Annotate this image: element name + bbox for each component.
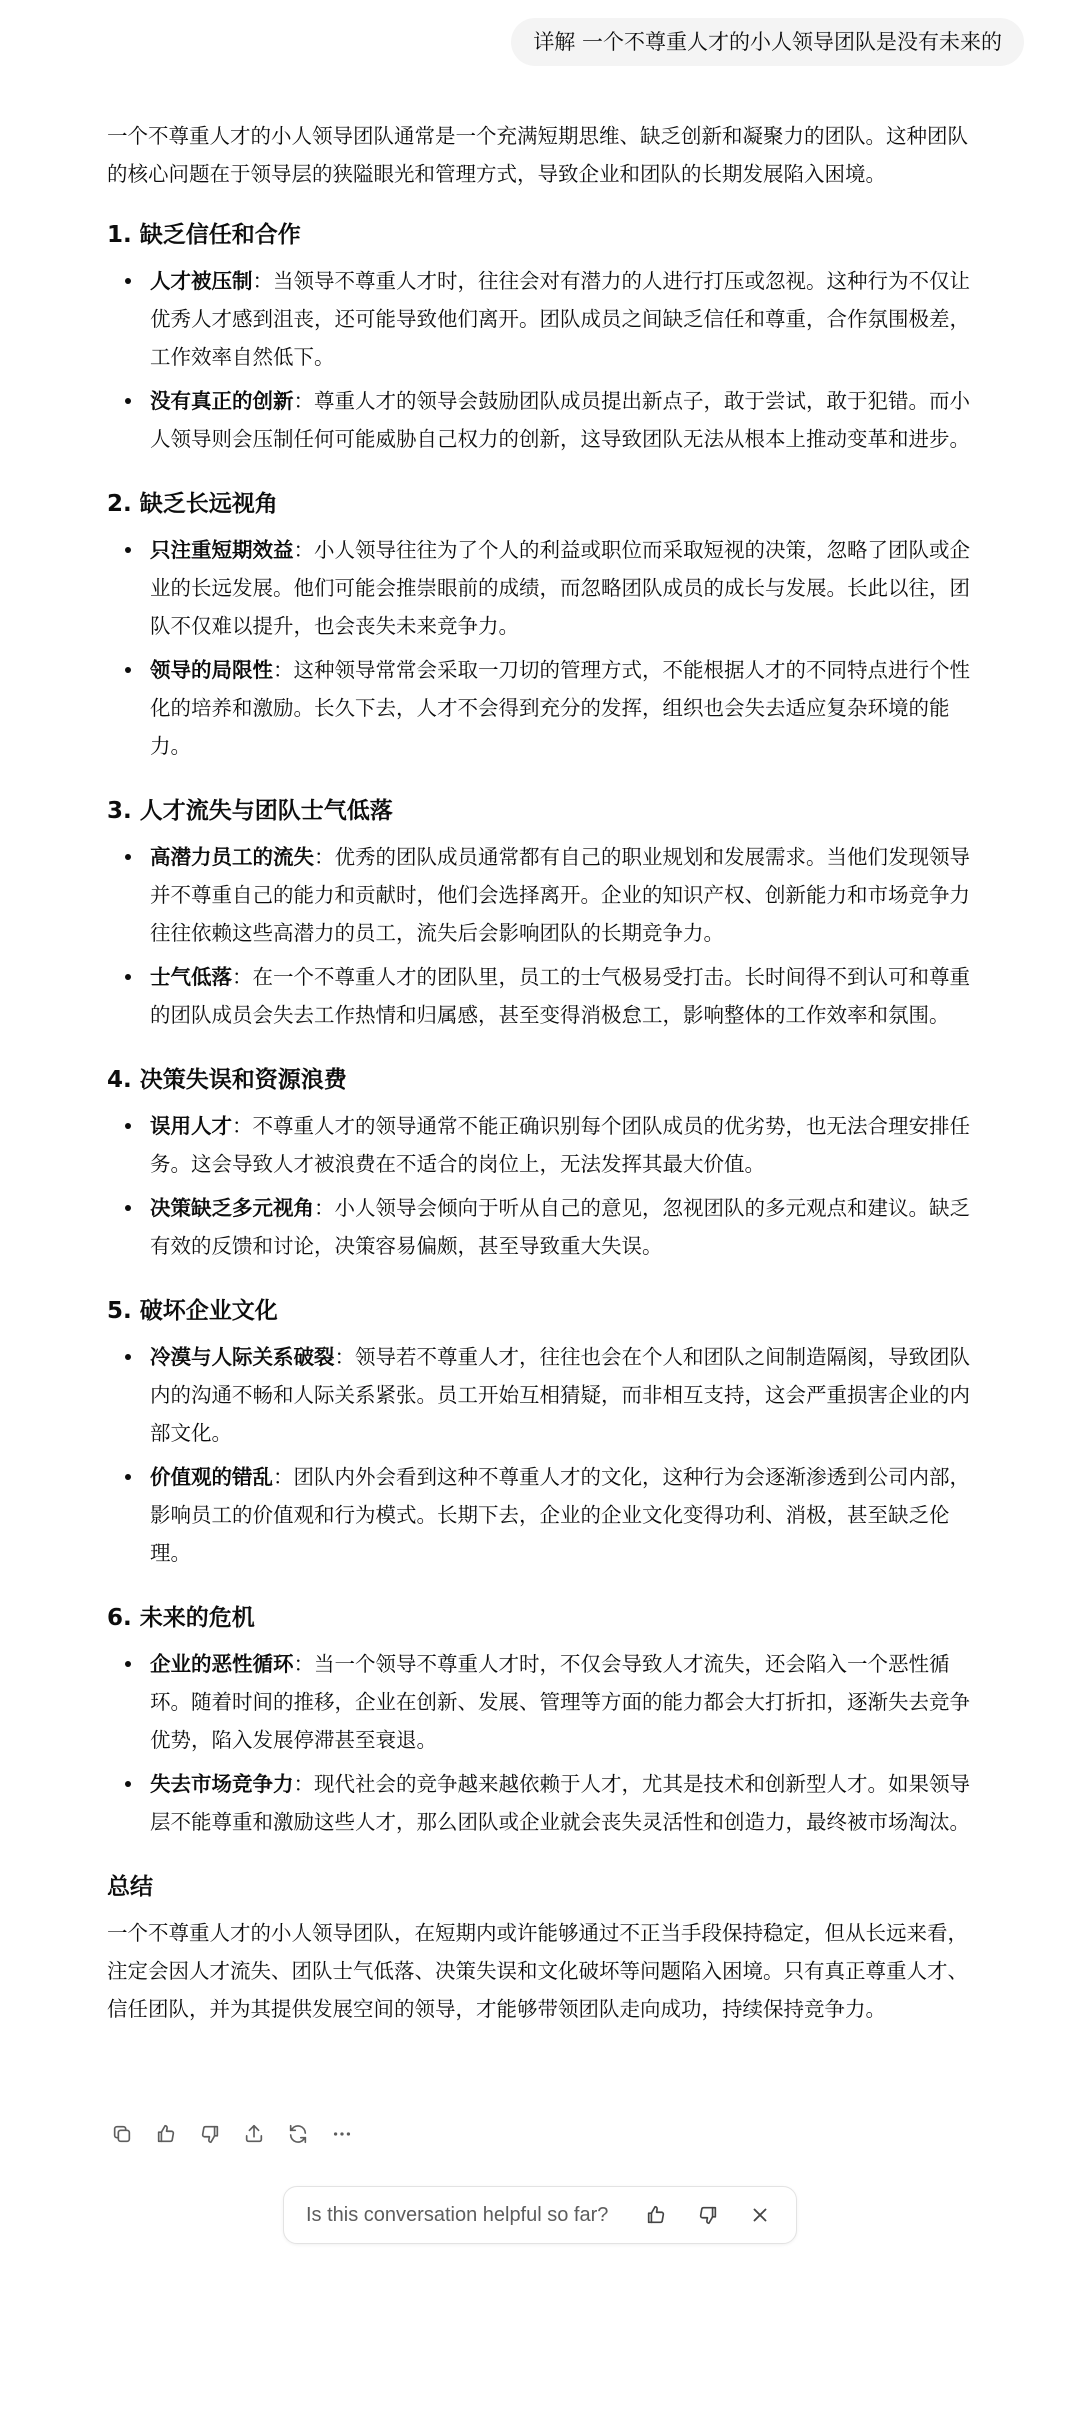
item-title: 高潜力员工的流失	[150, 845, 314, 869]
feedback-thumbs-down-button[interactable]	[690, 2197, 726, 2233]
section-heading: 1. 缺乏信任和合作	[107, 222, 301, 248]
feedback-thumbs-up-button[interactable]	[638, 2197, 674, 2233]
thumbs-down-button[interactable]	[195, 2119, 225, 2149]
copy-button[interactable]	[107, 2119, 137, 2149]
more-icon	[331, 2123, 353, 2145]
refresh-icon	[287, 2123, 309, 2145]
item-text: ：当领导不尊重人才时，往往会对有潜力的人进行打压或忽视。这种行为不仅让优秀人才感到沮丧，还可能导致他们离开。团队成员之间缺乏信任和尊重，合作氛围极差，工作效率自然低下。	[150, 269, 970, 369]
item-title: 误用人才	[150, 1114, 232, 1138]
item-title: 决策缺乏多元视角	[150, 1196, 314, 1220]
assistant-response	[107, 117, 977, 2028]
item-text: ：小人领导会倾向于听从自己的意见，忽视团队的多元观点和建议。缺乏有效的反馈和讨论，决策容易偏颇，甚至导致重大失误。	[150, 1196, 970, 1258]
item-title: 士气低落	[150, 965, 232, 989]
copy-icon	[111, 2123, 133, 2145]
item-title: 冷漠与人际关系破裂	[150, 1345, 335, 1369]
section-heading: 5. 破坏企业文化	[107, 1298, 278, 1324]
item-title: 价值观的错乱	[150, 1465, 273, 1489]
regenerate-button[interactable]	[283, 2119, 313, 2149]
section-heading: 2. 缺乏长远视角	[107, 491, 278, 517]
summary-heading: 总结	[107, 1874, 153, 1900]
list-item	[150, 651, 977, 765]
item-text: ：领导若不尊重人才，往往也会在个人和团队之间制造隔阂，导致团队内的沟通不畅和人际关系紧张。员工开始互相猜疑，而非相互支持，这会严重损害企业的内部文化。	[150, 1345, 970, 1445]
feedback-prompt	[283, 2186, 797, 2244]
intro-paragraph: 一个不尊重人才的小人领导团队通常是一个充满短期思维、缺乏创新和凝聚力的团队。这种团队的核心问题在于领导层的狭隘眼光和管理方式，导致企业和团队的长期发展陷入困境。	[107, 124, 968, 186]
item-text: ：这种领导常常会采取一刀切的管理方式，不能根据人才的不同特点进行个性化的培养和激励。长久下去，人才不会得到充分的发挥，组织也会失去适应复杂环境的能力。	[150, 658, 970, 758]
item-text: ：团队内外会看到这种不尊重人才的文化，这种行为会逐渐渗透到公司内部，影响员工的价值观和行为模式。长期下去，企业的企业文化变得功利、消极，甚至缺乏伦理。	[150, 1465, 970, 1565]
more-button[interactable]	[327, 2119, 357, 2149]
feedback-text: Is this conversation helpful so far?	[306, 2203, 609, 2226]
section-list	[107, 1338, 977, 1572]
thumbs-down-icon	[697, 2204, 719, 2226]
list-item	[150, 531, 977, 645]
close-icon	[749, 2204, 771, 2226]
thumbs-up-icon	[155, 2123, 177, 2145]
list-item	[150, 1645, 977, 1759]
list-item	[150, 1338, 977, 1452]
section-heading: 3. 人才流失与团队士气低落	[107, 798, 393, 824]
item-text: ：现代社会的竞争越来越依赖于人才，尤其是技术和创新型人才。如果领导层不能尊重和激励这些人才，那么团队或企业就会丧失灵活性和创造力，最终被市场淘汰。	[150, 1772, 970, 1834]
message-action-bar	[107, 2119, 357, 2155]
list-item	[150, 838, 977, 952]
list-item	[150, 958, 977, 1034]
share-button[interactable]	[239, 2119, 269, 2149]
summary-paragraph: 一个不尊重人才的小人领导团队，在短期内或许能够通过不正当手段保持稳定，但从长远来看，注定会因人才流失、团队士气低落、决策失误和文化破坏等问题陷入困境。只有真正尊重人才、信任团队，并为其提供发展空间的领导，才能够带领团队走向成功，持续保持竞争力。	[107, 1921, 968, 2021]
section-heading: 6. 未来的危机	[107, 1605, 255, 1631]
thumbs-down-icon	[199, 2123, 221, 2145]
item-title: 失去市场竞争力	[150, 1772, 294, 1796]
list-item	[150, 262, 977, 376]
item-text: ：在一个不尊重人才的团队里，员工的士气极易受打击。长时间得不到认可和尊重的团队成员会失去工作热情和归属感，甚至变得消极怠工，影响整体的工作效率和氛围。	[150, 965, 970, 1027]
section-list	[107, 262, 977, 458]
item-title: 领导的局限性	[150, 658, 273, 682]
item-text: ：当一个领导不尊重人才时，不仅会导致人才流失，还会陷入一个恶性循环。随着时间的推移，企业在创新、发展、管理等方面的能力都会大打折扣，逐渐失去竞争优势，陷入发展停滞甚至衰退。	[150, 1652, 970, 1752]
list-item	[150, 1107, 977, 1183]
section-list	[107, 838, 977, 1034]
item-title: 没有真正的创新	[150, 389, 294, 413]
user-message-bubble: 详解 一个不尊重人才的小人领导团队是没有未来的	[511, 18, 1024, 66]
section-heading: 4. 决策失误和资源浪费	[107, 1067, 347, 1093]
section-list	[107, 1107, 977, 1265]
thumbs-up-button[interactable]	[151, 2119, 181, 2149]
item-text: ：优秀的团队成员通常都有自己的职业规划和发展需求。当他们发现领导并不尊重自己的能力和贡献时，他们会选择离开。企业的知识产权、创新能力和市场竞争力往往依赖这些高潜力的员工，流失后会影响团队的长期竞争力。	[150, 845, 970, 945]
thumbs-up-icon	[645, 2204, 667, 2226]
share-icon	[243, 2123, 265, 2145]
section-list	[107, 531, 977, 765]
section-list	[107, 1645, 977, 1841]
item-title: 只注重短期效益	[150, 538, 294, 562]
item-title: 人才被压制	[150, 269, 253, 293]
list-item	[150, 1765, 977, 1841]
list-item	[150, 1189, 977, 1265]
list-item	[150, 1458, 977, 1572]
item-text: ：不尊重人才的领导通常不能正确识别每个团队成员的优劣势，也无法合理安排任务。这会导致人才被浪费在不适合的岗位上，无法发挥其最大价值。	[150, 1114, 970, 1176]
list-item	[150, 382, 977, 458]
feedback-close-button[interactable]	[742, 2197, 778, 2233]
item-text: ：小人领导往往为了个人的利益或职位而采取短视的决策，忽略了团队或企业的长远发展。他们可能会推崇眼前的成绩，而忽略团队成员的成长与发展。长此以往，团队不仅难以提升，也会丧失未来竞争力。	[150, 538, 970, 638]
item-title: 企业的恶性循环	[150, 1652, 294, 1676]
item-text: ：尊重人才的领导会鼓励团队成员提出新点子，敢于尝试，敢于犯错。而小人领导则会压制任何可能威胁自己权力的创新，这导致团队无法从根本上推动变革和进步。	[150, 389, 970, 451]
